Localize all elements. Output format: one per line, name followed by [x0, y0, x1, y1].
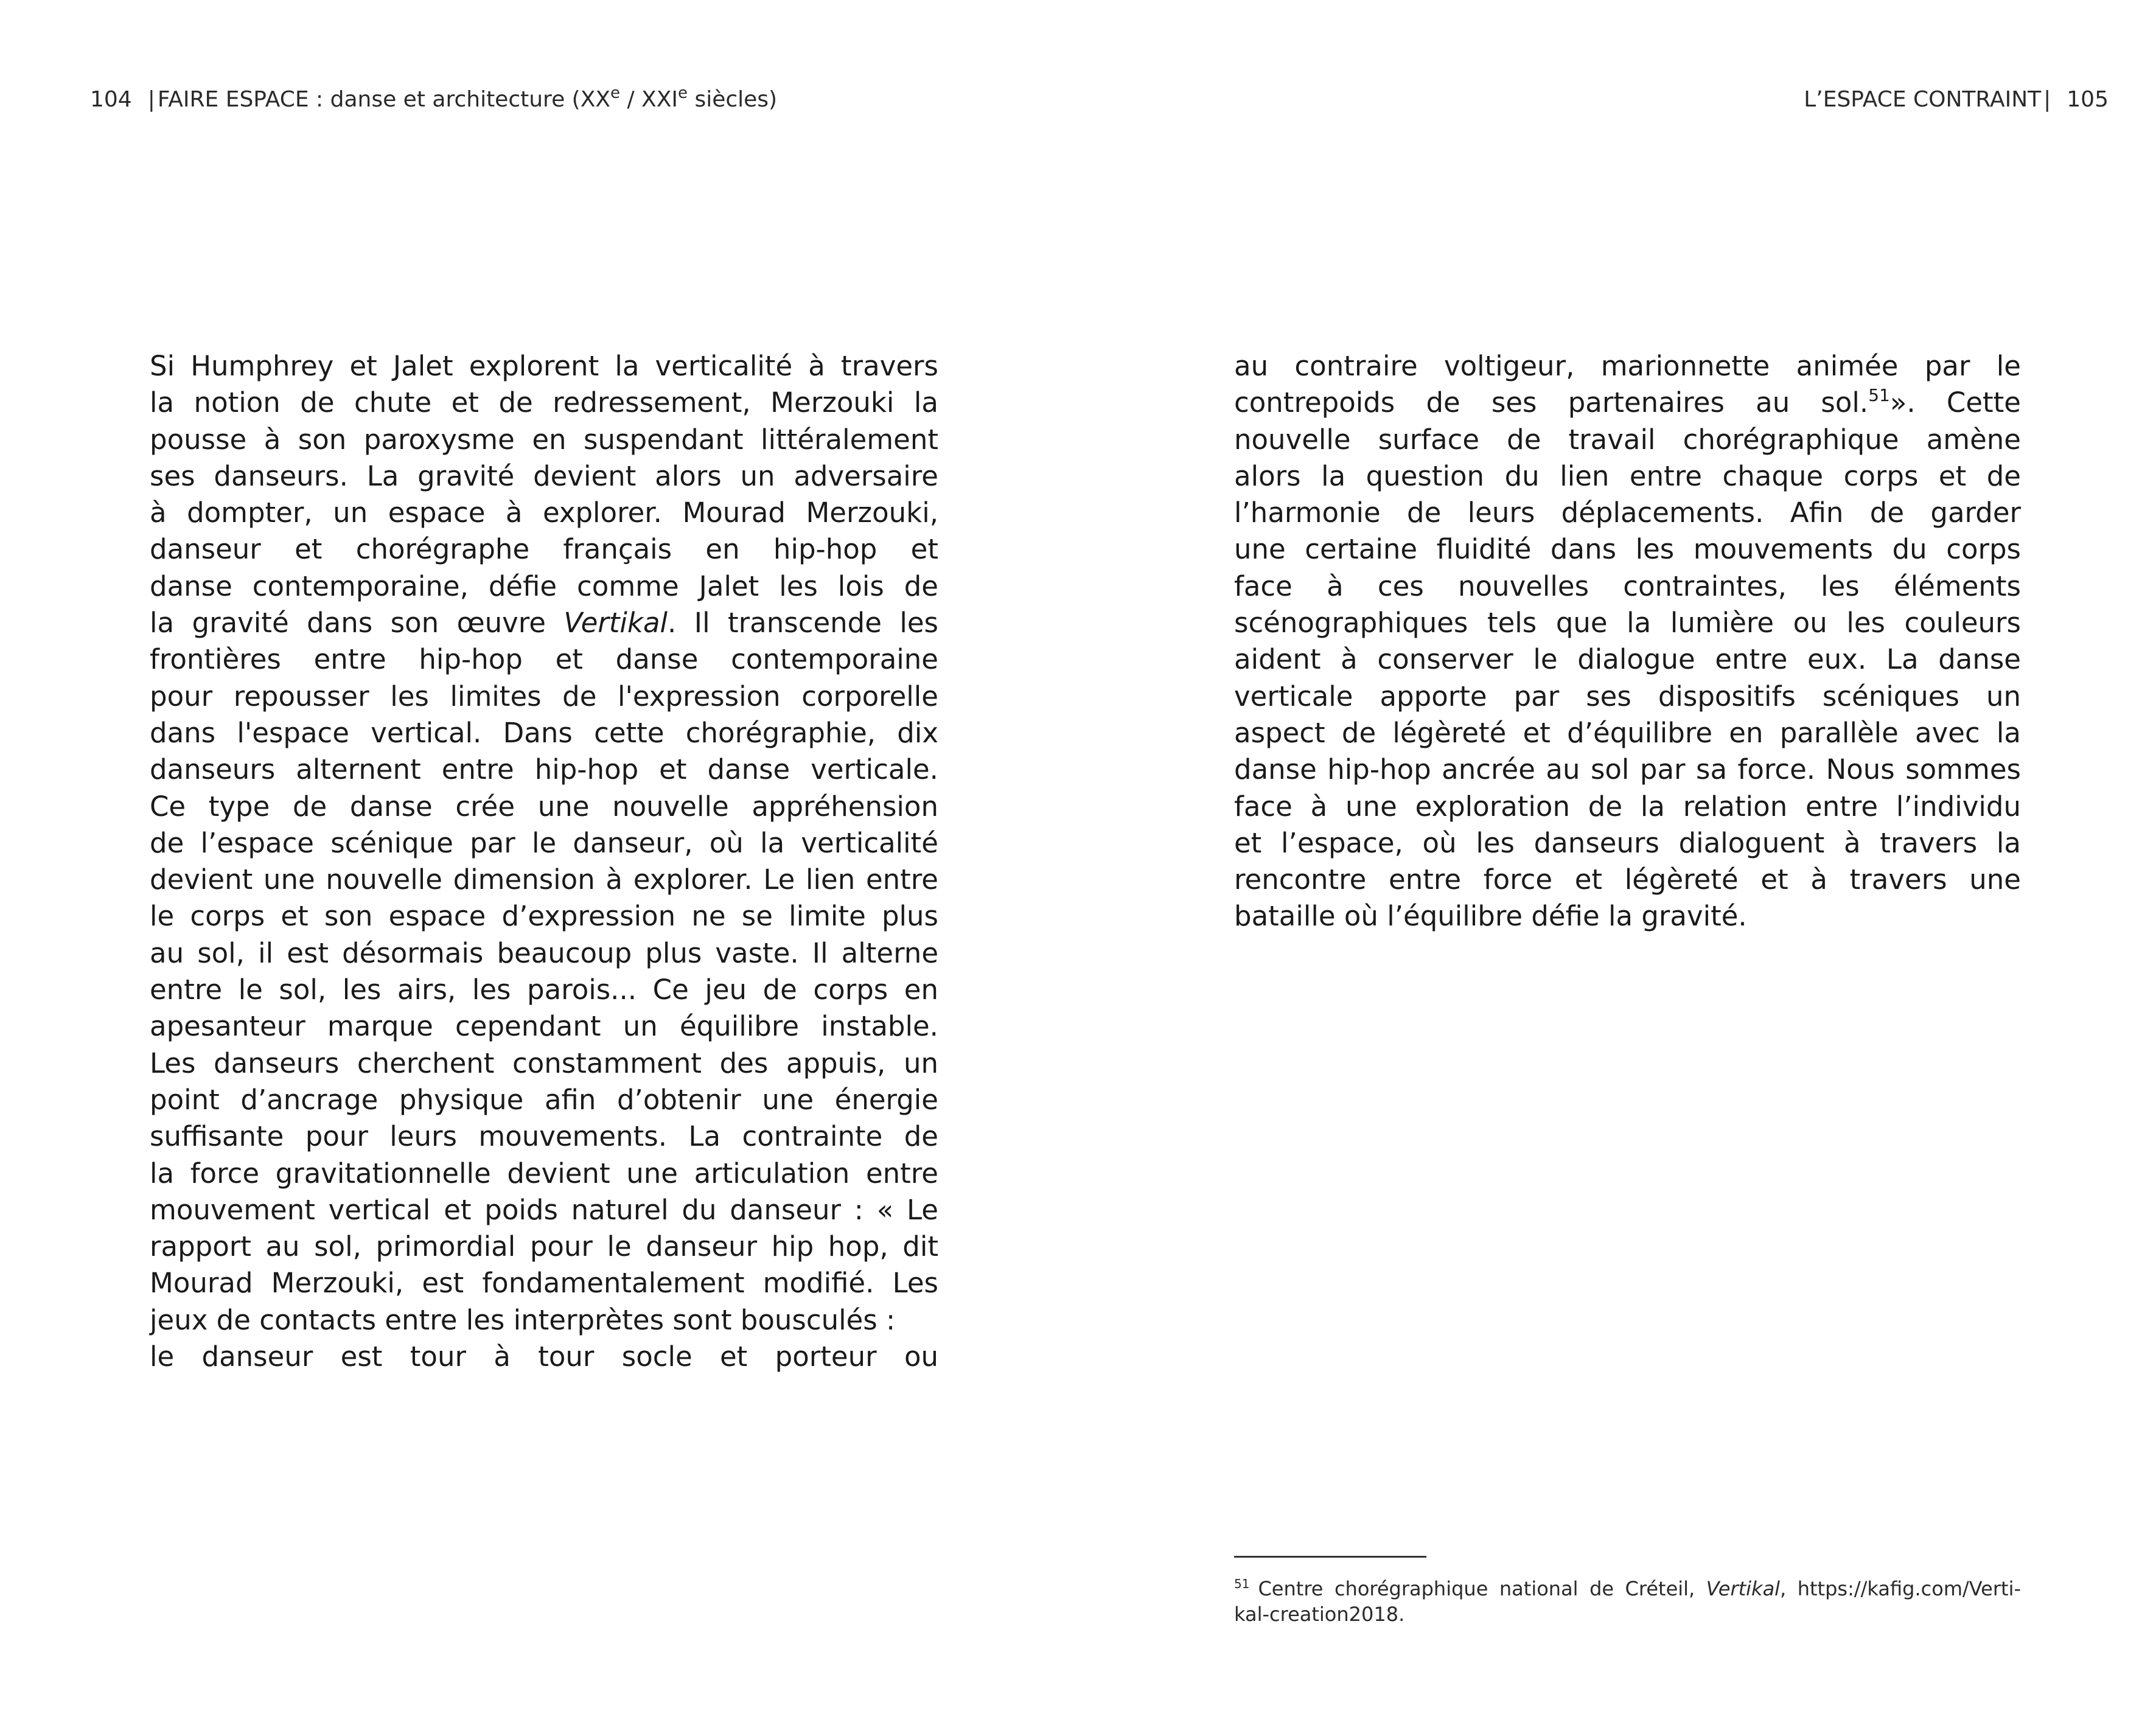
text-line: au sol, il est désormais beaucoup plus vaste. Il alterne — [150, 936, 938, 969]
text-line: apesanteur marque cependant un équilibre instable. — [150, 1010, 938, 1043]
page-number-left: 104 — [90, 87, 132, 112]
running-head-left — [90, 85, 777, 114]
text-line: aspect de légèreté et d’équilibre en parallèle avec la — [1234, 716, 2021, 749]
text-line: pour repousser les limites de l'expression corporelle — [150, 680, 938, 713]
text-line: face à une exploration de la relation entre l’individu — [1234, 790, 2021, 823]
text-line: frontières entre hip-hop et danse contemporaine — [150, 643, 938, 676]
text-line: le corps et son espace d’expression ne se limite plus — [150, 900, 938, 933]
book-title-suffix: siècles) — [688, 87, 778, 112]
body-text-right-page — [1234, 348, 2021, 935]
text-line: bataille où l’équilibre défie la gravité. — [1234, 900, 1747, 933]
book-title-prefix: FAIRE ESPACE : danse et architecture (XX — [157, 87, 611, 112]
page-number-right: 105 — [2067, 87, 2109, 112]
text-line: le danseur est tour à tour socle et porteur ou — [150, 1340, 938, 1373]
text-line: pousse à son paroxysme en suspendant littéralement — [150, 423, 938, 456]
text-line: entre le sol, les airs, les parois... Ce jeu de corps en — [150, 974, 938, 1006]
header-separator-right: | — [2043, 87, 2051, 112]
text-line: Mourad Merzouki, est fondamentalement modifié. Les — [150, 1267, 938, 1300]
text-line: alors la question du lien entre chaque corps et de — [1234, 459, 2021, 492]
work-title-vertikal: Vertikal — [563, 607, 668, 639]
text-line: l’harmonie de leurs déplacements. Afin de garder — [1234, 497, 2021, 529]
text-line: devient une nouvelle dimension à explorer. Le lien entre — [150, 863, 938, 896]
text-line: suffisante pour leurs mouvements. La contrainte de — [150, 1120, 938, 1153]
text-line: nouvelle surface de travail chorégraphique amène — [1234, 423, 2021, 456]
footnote-reference-51[interactable]: 51 — [1868, 385, 1890, 406]
book-title-mid: / XXI — [620, 87, 678, 112]
text-line: verticale apporte par ses dispositifs scéniques un — [1234, 680, 2021, 713]
book-title-superscript-1: e — [610, 84, 621, 102]
text-line: la force gravitationnelle devient une articulation entre — [150, 1157, 938, 1190]
chapter-title: L’ESPACE CONTRAINT — [1804, 87, 2042, 112]
text-line: danseurs alternent entre hip-hop et danse verticale. — [150, 753, 938, 786]
text-line: aident à conserver le dialogue entre eux. La danse — [1234, 643, 2021, 676]
book-title-superscript-2: e — [678, 84, 688, 102]
footnote-text: Centre chorégraphique national de Créteil, — [1258, 1577, 1706, 1600]
text-line: jeux de contacts entre les interprètes sont bousculés : — [150, 1303, 896, 1336]
text-line: Ce type de danse crée une nouvelle appréhension — [150, 790, 938, 823]
footnote-51 — [1234, 1576, 2021, 1627]
text-line: danse hip-hop ancrée au sol par sa force. Nous sommes — [1234, 753, 2021, 786]
text-line: mouvement vertical et poids naturel du danseur : « Le — [150, 1193, 938, 1226]
footnote-number: 51 — [1234, 1577, 1250, 1591]
text-line-with-note-call — [1234, 385, 2021, 421]
text-line: danseur et chorégraphe français en hip-hop et — [150, 533, 938, 566]
text-line: dans l'espace vertical. Dans cette chorégraphie, dix — [150, 716, 938, 749]
text-line: Les danseurs cherchent constamment des appuis, un — [150, 1047, 938, 1079]
body-text-left-page — [150, 348, 938, 1375]
text-fragment: la gravité dans son œuvre — [150, 607, 564, 639]
text-fragment: . Il transcende les — [668, 607, 938, 639]
header-separator-left: | — [147, 87, 155, 112]
running-head-right — [1804, 85, 2109, 114]
text-line: de l’espace scénique par le danseur, où la verticalité — [150, 826, 938, 859]
text-line: ses danseurs. La gravité devient alors un adversaire — [150, 459, 938, 492]
text-line: point d’ancrage physique afin d’obtenir une énergie — [150, 1083, 938, 1116]
text-line-with-title — [150, 605, 938, 641]
text-line: la notion de chute et de redressement, Merzouki la — [150, 386, 938, 419]
footnote-url[interactable]: , https://kafig.com/Verti-kal-creation2018. — [1234, 1577, 2022, 1626]
footnote-separator — [1234, 1556, 1426, 1558]
text-line: scénographiques tels que la lumière ou les couleurs — [1234, 607, 2021, 639]
text-line: face à ces nouvelles contraintes, les éléments — [1234, 570, 2021, 602]
text-line: Si Humphrey et Jalet explorent la verticalité à travers — [150, 350, 938, 382]
text-line: une certaine fluidité dans les mouvements du corps — [1234, 533, 2021, 566]
footnote-work-title: Vertikal — [1706, 1577, 1781, 1600]
text-line: rapport au sol, primordial pour le danseur hip hop, dit — [150, 1230, 938, 1263]
text-line: danse contemporaine, défie comme Jalet les lois de — [150, 570, 938, 602]
text-line: et l’espace, où les danseurs dialoguent à travers la — [1234, 826, 2021, 859]
text-fragment: contrepoids de ses partenaires au sol. — [1234, 386, 1869, 419]
text-fragment: ». Cette — [1889, 386, 2021, 419]
text-line: à dompter, un espace à explorer. Mourad Merzouki, — [150, 497, 938, 529]
text-line: au contraire voltigeur, marionnette animée par le — [1234, 350, 2021, 382]
text-line: rencontre entre force et légèreté et à travers une — [1234, 863, 2021, 896]
